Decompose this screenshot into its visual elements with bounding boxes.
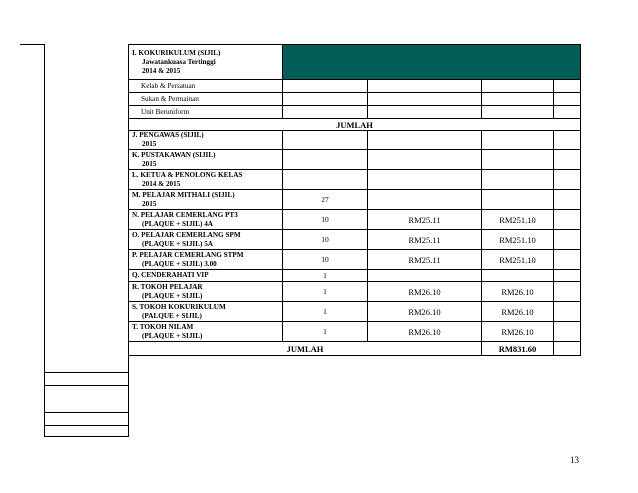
row-label: R. TOKOH PELAJAR (PLAQUE + SIJIL) xyxy=(129,282,283,302)
table-row xyxy=(129,131,581,150)
subtotal-label: JUMLAH xyxy=(129,119,581,131)
unit-price-cell: RM26.10 xyxy=(368,282,482,302)
row-label: O. PELAJAR CEMERLANG SPM (PLAQUE + SIJIL) 5A xyxy=(129,230,283,250)
header-fill-cell xyxy=(283,45,581,80)
table-row xyxy=(129,230,581,250)
frame-row-line xyxy=(44,372,128,373)
line-total-cell: RM26.10 xyxy=(482,322,554,342)
qty-cell: 10 xyxy=(283,250,368,270)
table-row xyxy=(129,322,581,342)
line-total-cell: RM26.10 xyxy=(482,302,554,322)
row-label: L. KETUA & PENOLONG KELAS 2014 & 2015 xyxy=(129,170,283,190)
unit-price-cell: RM25.11 xyxy=(368,210,482,230)
unit-price-cell: RM25.11 xyxy=(368,250,482,270)
qty-cell: 1 xyxy=(283,302,368,322)
frame-top-line xyxy=(20,44,44,45)
row-label: Kelab & Persatuan xyxy=(129,80,283,93)
table-row xyxy=(129,93,581,106)
table-row xyxy=(129,210,581,230)
grand-total-label: JUMLAH xyxy=(129,342,482,356)
row-label: Sukan & Permainan xyxy=(129,93,283,106)
unit-price-cell: RM26.10 xyxy=(368,322,482,342)
row-label: T. TOKOH NILAM (PLAQUE + SIJIL) xyxy=(129,322,283,342)
award-cost-table xyxy=(128,44,581,356)
row-label: K. PUSTAKAWAN (SIJIL) 2015 xyxy=(129,150,283,170)
line-total-cell: RM251.10 xyxy=(482,230,554,250)
table-row xyxy=(129,45,581,80)
qty-cell: 1 xyxy=(283,282,368,302)
unit-price-cell: RM26.10 xyxy=(368,302,482,322)
frame-left-line xyxy=(44,44,45,436)
table-row xyxy=(129,170,581,190)
table-row xyxy=(129,282,581,302)
unit-price-cell: RM25.11 xyxy=(368,230,482,250)
line-total-cell: RM251.10 xyxy=(482,250,554,270)
frame-row-line xyxy=(44,385,128,386)
page-number: 13 xyxy=(570,455,579,465)
row-label: N. PELAJAR CEMERLANG PT3 (PLAQUE + SIJIL) 4A xyxy=(129,210,283,230)
row-label: Unit Beruniform xyxy=(129,106,283,119)
table-row xyxy=(129,150,581,170)
qty-cell: 10 xyxy=(283,210,368,230)
qty-cell: 27 xyxy=(283,190,368,210)
qty-cell: 10 xyxy=(283,230,368,250)
line-total-cell: RM26.10 xyxy=(482,282,554,302)
frame-row-line xyxy=(44,425,128,426)
section-i-label: I. KOKURIKULUM (SIJIL) Jawatankuasa Tertinggi 2014 & 2015 xyxy=(129,45,283,80)
table-row xyxy=(129,302,581,322)
table-row xyxy=(129,106,581,119)
qty-cell: 1 xyxy=(283,322,368,342)
row-label: Q. CENDERAHATI VIP xyxy=(129,270,283,282)
row-label: J. PENGAWAS (SIJIL) 2015 xyxy=(129,131,283,150)
line-total-cell: RM251.10 xyxy=(482,210,554,230)
frame-row-line xyxy=(44,412,128,413)
grand-total-value: RM831.60 xyxy=(482,342,554,356)
grand-total-row xyxy=(129,342,581,356)
table-row xyxy=(129,190,581,210)
table-row xyxy=(129,270,581,282)
row-label: P. PELAJAR CEMERLANG STPM (PLAQUE + SIJIL) 3.00 xyxy=(129,250,283,270)
table-row xyxy=(129,80,581,93)
table-row xyxy=(129,250,581,270)
row-label: S. TOKOH KOKURIKULUM (PALQUE + SIJIL) xyxy=(129,302,283,322)
qty-cell: 1 xyxy=(283,270,368,282)
frame-bottom-line xyxy=(44,436,129,437)
subtotal-row xyxy=(129,119,581,131)
row-label: M. PELAJAR MITHALI (SIJIL) 2015 xyxy=(129,190,283,210)
